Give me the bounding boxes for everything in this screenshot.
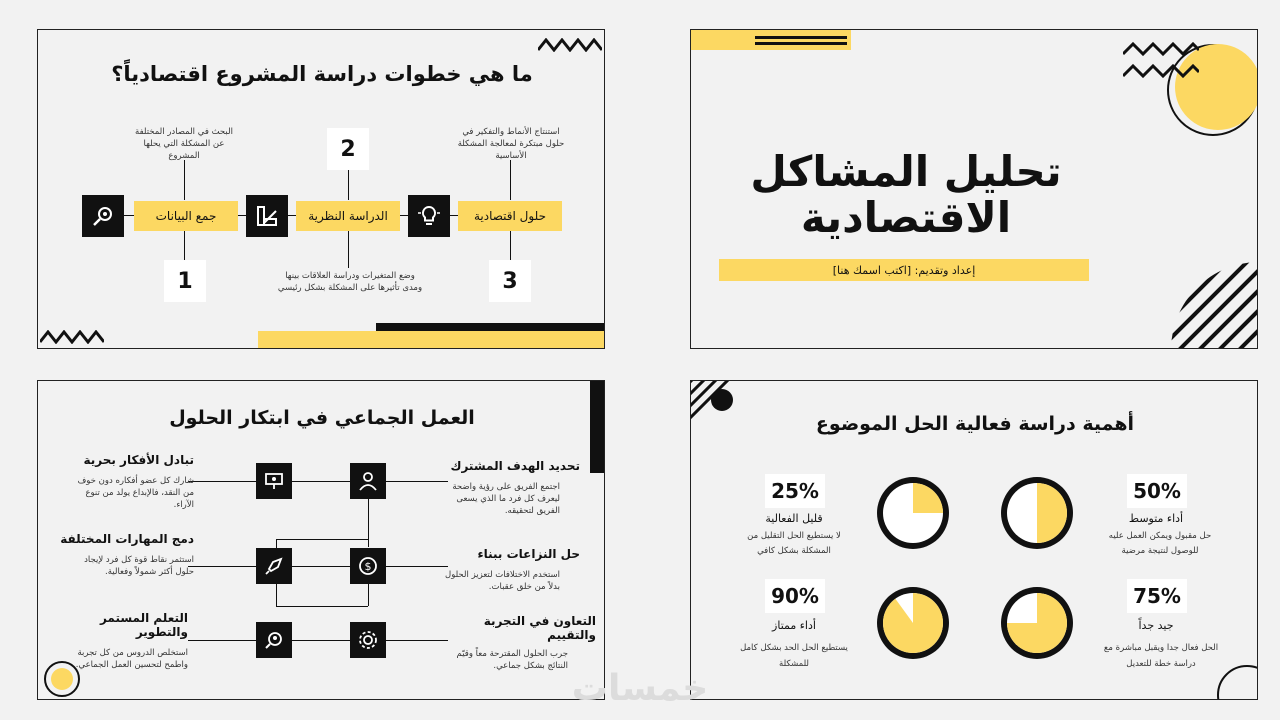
author-subtitle[interactable]: إعداد وتقديم: [اكتب اسمك هنا] <box>719 259 1089 281</box>
step-2-number: 2 <box>327 128 369 170</box>
item-title: التعلم المستمر والتطوير <box>99 611 188 639</box>
connector-line <box>276 539 368 540</box>
item-merge-skills <box>58 532 194 578</box>
zigzag-decoration <box>1123 42 1199 80</box>
step-1-icon-box <box>82 195 124 237</box>
item-common-goal <box>438 459 580 517</box>
pie-slice-25 <box>913 483 943 513</box>
step-3-icon-box <box>408 195 450 237</box>
gear-icon-box <box>350 622 386 658</box>
watermark-logo: خمسات <box>571 668 709 709</box>
lightbulb-icon <box>416 203 442 229</box>
rating-label: أداء ممتاز <box>772 619 816 632</box>
connector-line <box>184 160 185 200</box>
zigzag-decoration <box>40 330 104 344</box>
rocket-icon <box>263 555 285 577</box>
user-icon <box>357 470 379 492</box>
item-description: شارك كل عضو أفكاره دون خوف من النقد، فالإبداع يولد من تنوع الآراء. <box>77 476 194 510</box>
pie-slice-90 <box>883 593 943 653</box>
item-description: استثمر نقاط قوة كل فرد لإيجاد حلول أكثر شمولاً وفعالية. <box>84 555 194 577</box>
slide-project-steps[interactable] <box>37 29 605 349</box>
connector-line <box>510 160 511 200</box>
slide-title-page[interactable] <box>690 29 1258 349</box>
step-2-label: الدراسة النظرية <box>296 201 400 231</box>
rating-label: قليل الفعالية <box>765 512 823 525</box>
percent-badge: 25% <box>765 474 825 508</box>
item-collaboration <box>438 614 596 672</box>
step-1-description: البحث في المصادر المختلفة عن المشكلة التي يحلها المشروع <box>135 127 233 161</box>
connector-line <box>348 230 349 268</box>
step-3-label: حلول اقتصادية <box>458 201 562 231</box>
rating-description: الحل فعال جدا ويقبل مباشرة مع دراسة خطة للتعديل <box>1103 643 1219 669</box>
connector-line <box>184 230 185 260</box>
item-share-ideas <box>58 453 194 511</box>
connector-line <box>348 170 349 200</box>
yellow-bar-decoration <box>258 331 605 349</box>
percent-badge: 90% <box>765 579 825 613</box>
slide-title: أهمية دراسة فعالية الحل الموضوع <box>815 413 1135 435</box>
item-description: استخدم الاختلافات لتعزيز الحلول بدلاً من خلق عقبات. <box>445 570 560 592</box>
item-title: دمج المهارات المختلفة <box>60 532 194 546</box>
item-resolve-conflicts <box>438 547 580 593</box>
search-user-icon <box>263 629 285 651</box>
search-user-icon-box <box>256 622 292 658</box>
item-description: استخلص الدروس من كل تجربة واطمح لتحسين العمل الجماعي. <box>75 648 188 670</box>
black-dot-decoration <box>711 389 733 411</box>
palette-icon <box>254 203 280 229</box>
item-description: جرب الحلول المقترحة معاً وقيّم النتائج بشكل جماعي. <box>456 649 568 671</box>
step-1-label: جمع البيانات <box>134 201 238 231</box>
dollar-icon-box <box>350 548 386 584</box>
rating-description: يستطيع الحل الحد بشكل كامل للمشكلة <box>740 643 848 669</box>
black-bar-decoration <box>376 323 605 331</box>
percent-badge: 75% <box>1127 579 1187 613</box>
search-icon <box>90 203 116 229</box>
step-3-description: استنتاج الأنماط والتفكير في حلول مبتكرة لمعالجة المشكلة الأساسية <box>457 127 565 161</box>
gear-icon <box>357 629 379 651</box>
item-title: التعاون في التجربة والتقييم <box>483 614 596 642</box>
connector-line <box>188 640 448 641</box>
step-2-description: وضع المتغيرات ودراسة العلاقات بينها ومدى تأثيرها على المشكلة بشكل رئيسي <box>277 271 423 293</box>
main-title-line2: الاقتصادية <box>800 193 1012 242</box>
rocket-icon-box <box>256 548 292 584</box>
slide-teamwork[interactable] <box>37 380 605 700</box>
pie-chart-50 <box>999 475 1075 551</box>
item-title: تبادل الأفكار بحرية <box>83 453 194 467</box>
connector-line <box>276 584 277 606</box>
yellow-circle-decoration <box>51 668 73 690</box>
pie-chart-25 <box>875 475 951 551</box>
black-line-decoration <box>755 36 847 39</box>
connector-line <box>276 606 368 607</box>
svg-text:$: $ <box>364 560 372 573</box>
connector-line <box>188 481 448 482</box>
yellow-bar-decoration <box>691 30 851 50</box>
connector-line <box>188 566 448 567</box>
dollar-icon <box>357 555 379 577</box>
slide-title: العمل الجماعي في ابتكار الحلول <box>169 407 475 429</box>
slide-effectiveness[interactable] <box>690 380 1258 700</box>
zigzag-decoration <box>538 38 602 52</box>
striped-circle-decoration <box>1169 260 1258 349</box>
pie-chart-75 <box>999 585 1075 661</box>
rating-label: جيد جداً <box>1138 619 1174 632</box>
item-description: اجتمع الفريق على رؤية واضحة ليعرف كل فرد ما الذي يسعى الفريق لتحقيقه. <box>452 482 560 516</box>
item-title: تحديد الهدف المشترك <box>450 459 580 473</box>
black-line-decoration <box>755 42 847 45</box>
item-continuous-learning <box>48 611 188 671</box>
step-2-icon-box <box>246 195 288 237</box>
main-title-line1: تحليل المشاكل <box>750 147 1062 196</box>
item-title: حل النزاعات ببناء <box>477 547 580 561</box>
rating-label: أداء متوسط <box>1128 512 1184 525</box>
connector-line <box>368 499 369 547</box>
percent-badge: 50% <box>1127 474 1187 508</box>
pie-chart-90 <box>875 585 951 661</box>
step-1-number: 1 <box>164 260 206 302</box>
rating-description: لا يستطيع الحل التقليل من المشكلة بشكل كافي <box>747 531 841 556</box>
rating-description: حل مقبول ويمكن العمل عليه للوصول لنتيجة مرضية <box>1108 531 1212 556</box>
step-3-number: 3 <box>489 260 531 302</box>
connector-line <box>368 584 369 606</box>
presentation-icon <box>263 470 285 492</box>
presentation-icon-box <box>256 463 292 499</box>
connector-line <box>510 230 511 260</box>
team-target-icon-box <box>350 463 386 499</box>
slide-title: ما هي خطوات دراسة المشروع اقتصادياً؟ <box>111 62 533 86</box>
